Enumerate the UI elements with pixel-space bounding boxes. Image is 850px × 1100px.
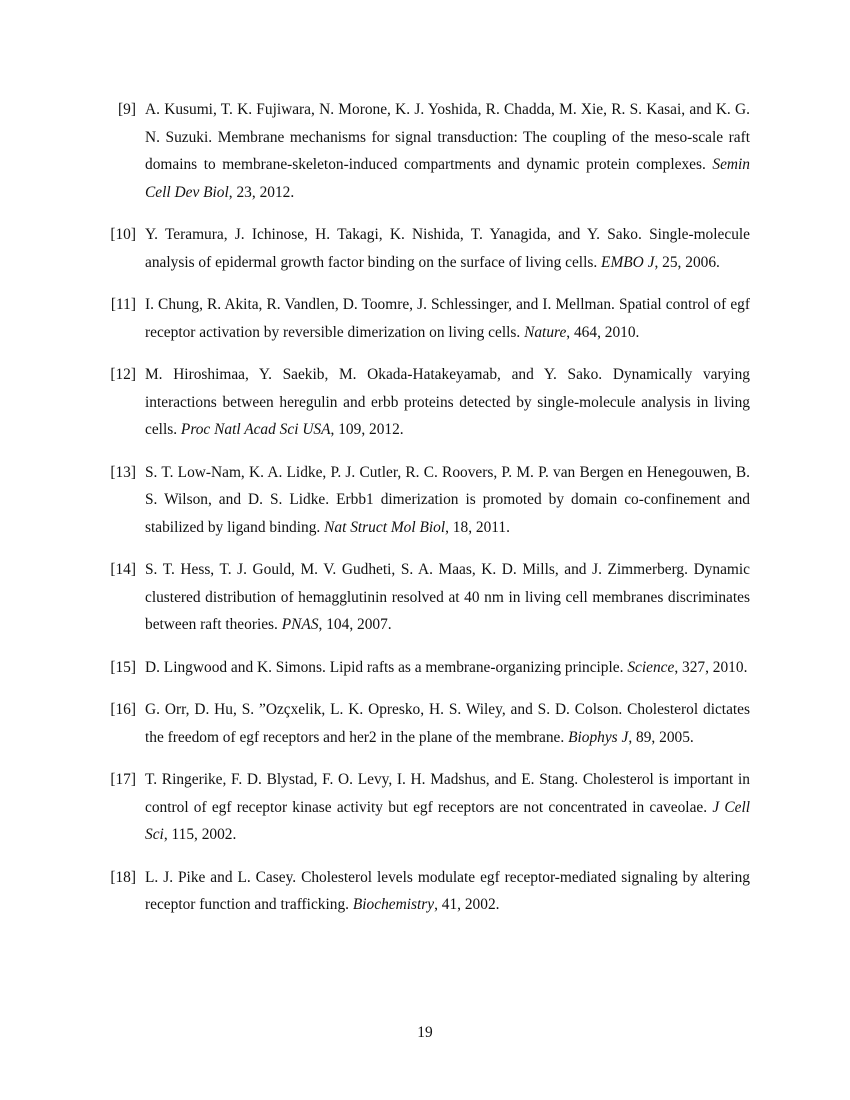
- reference-title: Dynamically varying interactions between heregulin and erbb proteins detected by single-molecule analysis in living cells.: [145, 366, 750, 438]
- reference-volume-year: , 89, 2005.: [628, 728, 694, 746]
- reference-item: [98, 291, 750, 346]
- reference-item: [98, 696, 750, 751]
- reference-title: Erbb1 dimerization is promoted by domain co-confinement and stabilized by ligand binding.: [145, 491, 750, 536]
- reference-number: [18]: [110, 868, 136, 886]
- reference-title: Spatial control of egf receptor activation by reversible dimerization on living cells.: [145, 296, 750, 341]
- reference-authors: G. Orr, D. Hu, S. ”Ozçxelik, L. K. Opresko, H. S. Wiley, and S. D. Colson.: [145, 701, 623, 718]
- reference-item: [98, 221, 750, 276]
- reference-journal: Nature: [524, 323, 567, 341]
- reference-authors: I. Chung, R. Akita, R. Vandlen, D. Toomre, J. Schlessinger, and I. Mellman.: [145, 296, 615, 313]
- reference-number: [17]: [110, 771, 136, 788]
- reference-list: [98, 96, 750, 919]
- reference-body: [136, 654, 750, 682]
- reference-authors: Y. Teramura, J. Ichinose, H. Takagi, K. Nishida, T. Yanagida, and Y. Sako.: [145, 226, 642, 243]
- reference-body: [136, 361, 750, 444]
- reference-title: Dynamic clustered distribution of hemagglutinin resolved at 40 nm in living cell membranes discriminates between raft theories.: [145, 561, 750, 633]
- reference-title: Single-molecule analysis of epidermal growth factor binding on the surface of living cells.: [145, 226, 750, 271]
- page-number: 19: [417, 1024, 433, 1041]
- reference-title: Membrane mechanisms for signal transduction: The coupling of the meso-scale raft domains to membrane-skeleton-induced compartments and dynamic protein complexes.: [145, 128, 750, 173]
- reference-item: [98, 556, 750, 639]
- reference-body: [136, 864, 750, 919]
- reference-title: Cholesterol is important in control of egf receptor kinase activity but egf receptors are not concentrated in caveolae.: [145, 771, 750, 816]
- reference-authors: S. T. Low-Nam, K. A. Lidke, P. J. Cutler, R. C. Roovers, P. M. P. van Bergen en Henegouwen, B. S. Wilson, and D. S. Lidke.: [145, 463, 750, 508]
- reference-item: [98, 361, 750, 444]
- reference-journal: PNAS: [281, 616, 319, 633]
- reference-journal: J Cell Sci: [145, 798, 751, 843]
- reference-journal: Biophys J: [568, 728, 629, 746]
- reference-authors: A. Kusumi, T. K. Fujiwara, N. Morone, K. J. Yoshida, R. Chadda, M. Xie, R. S. Kasai, and K. G. N. Suzuki.: [145, 101, 750, 146]
- reference-number: [14]: [110, 561, 136, 578]
- reference-title: Lipid rafts as a membrane-organizing principle.: [329, 658, 624, 676]
- reference-journal: Proc Natl Acad Sci USA: [180, 421, 331, 438]
- reference-journal: EMBO J: [601, 253, 655, 271]
- reference-number: [13]: [110, 463, 136, 481]
- reference-volume-year: , 18, 2011.: [445, 518, 510, 536]
- reference-journal: Nat Struct Mol Biol: [324, 518, 446, 536]
- reference-journal: Science: [627, 658, 675, 676]
- reference-number: [10]: [110, 226, 136, 243]
- reference-body: [136, 221, 750, 276]
- reference-number: [15]: [110, 658, 136, 676]
- reference-item: [98, 96, 750, 206]
- reference-item: [98, 459, 750, 542]
- reference-volume-year: , 115, 2002.: [163, 826, 237, 843]
- reference-journal: Semin Cell Dev Biol: [145, 156, 750, 201]
- reference-number: [9]: [118, 101, 136, 118]
- reference-volume-year: , 104, 2007.: [318, 616, 392, 633]
- reference-body: [136, 766, 750, 849]
- reference-volume-year: , 109, 2012.: [330, 421, 404, 438]
- reference-body: [136, 96, 750, 206]
- reference-number: [12]: [110, 366, 136, 383]
- reference-volume-year: , 41, 2002.: [434, 896, 500, 913]
- reference-volume-year: , 464, 2010.: [566, 323, 640, 341]
- reference-body: [136, 556, 750, 639]
- reference-volume-year: , 23, 2012.: [228, 183, 295, 201]
- reference-body: [136, 459, 750, 542]
- reference-title: Cholesterol levels modulate egf receptor-mediated signaling by altering receptor function and trafficking.: [145, 868, 750, 913]
- reference-authors: S. T. Hess, T. J. Gould, M. V. Gudheti, S. A. Maas, K. D. Mills, and J. Zimmerberg.: [145, 561, 688, 578]
- reference-item: [98, 864, 750, 919]
- reference-body: [136, 291, 750, 346]
- reference-title: Cholesterol dictates the freedom of egf receptors and her2 in the plane of the membrane.: [145, 701, 751, 746]
- reference-authors: D. Lingwood and K. Simons.: [145, 658, 326, 676]
- reference-volume-year: , 327, 2010.: [674, 658, 748, 676]
- reference-number: [16]: [110, 701, 136, 718]
- reference-authors: M. Hiroshimaa, Y. Saekib, M. Okada-Hatakeyamab, and Y. Sako.: [145, 366, 603, 383]
- reference-item: [98, 766, 750, 849]
- reference-body: [136, 696, 750, 751]
- reference-authors: L. J. Pike and L. Casey.: [145, 868, 297, 886]
- reference-volume-year: , 25, 2006.: [654, 253, 720, 271]
- reference-item: [98, 654, 750, 682]
- reference-journal: Biochemistry: [352, 896, 435, 913]
- reference-authors: T. Ringerike, F. D. Blystad, F. O. Levy, I. H. Madshus, and E. Stang.: [145, 771, 579, 788]
- reference-number: [11]: [110, 296, 136, 313]
